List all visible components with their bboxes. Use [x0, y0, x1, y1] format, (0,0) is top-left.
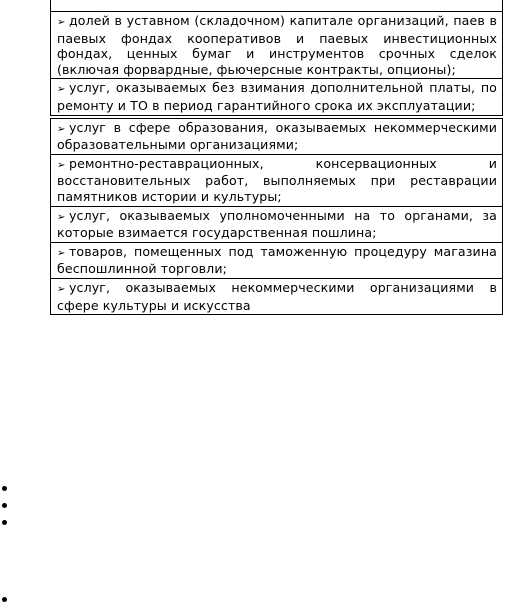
bullet-dot-icon — [2, 503, 7, 508]
arrow-bullet-icon: ➢ — [57, 211, 66, 223]
list-item-text: услуг, оказываемых уполномоченными на то органами, за которые взимается государственная пошлина; — [57, 207, 497, 241]
arrow-bullet-icon: ➢ — [57, 247, 66, 259]
bullet-dot-icon — [2, 486, 7, 491]
list-item — [50, 154, 503, 207]
list-item — [50, 78, 503, 115]
list-item-text: долей в уставном (складочном) капитале организаций, паев в паевых фондах кооперативов и паевых инвестиционных фондах, ценных бумаг и инструментов срочных сделок (включая форвардные, фьючерсные контракты, опционы); — [57, 13, 497, 77]
list-item-text: услуг, оказываемых без взимания дополнительной платы, по ремонту и ТО в период гарантийного срока их эксплуатации; — [57, 80, 497, 113]
arrow-bullet-icon: ➢ — [57, 283, 66, 295]
list-item — [50, 278, 503, 315]
exemption-list — [50, 0, 503, 315]
list-item-text: услуг, оказываемых некоммерческими организациями в сфере культуры и искусства — [57, 279, 497, 313]
list-item-text: ремонтно-реставрационных, консервационных и восстановительных работ, выполняемых при реставрации памятников истории и культуры; — [57, 155, 497, 204]
arrow-bullet-icon: ➢ — [57, 123, 66, 135]
list-item — [50, 118, 503, 155]
list-item-text: товаров, помещенных под таможенную процедуру магазина беспошлинной торговли; — [57, 243, 497, 277]
arrow-bullet-icon: ➢ — [57, 84, 66, 96]
list-item — [50, 11, 503, 79]
bullet-dot-icon — [2, 520, 7, 525]
list-item-text: услуг в сфере образования, оказываемых некоммерческими образовательными организациями; — [57, 119, 497, 153]
list-item — [50, 206, 503, 243]
list-item — [50, 242, 503, 279]
bullet-dot-icon — [2, 597, 7, 602]
arrow-bullet-icon: ➢ — [57, 17, 66, 28]
arrow-bullet-icon: ➢ — [57, 159, 66, 171]
